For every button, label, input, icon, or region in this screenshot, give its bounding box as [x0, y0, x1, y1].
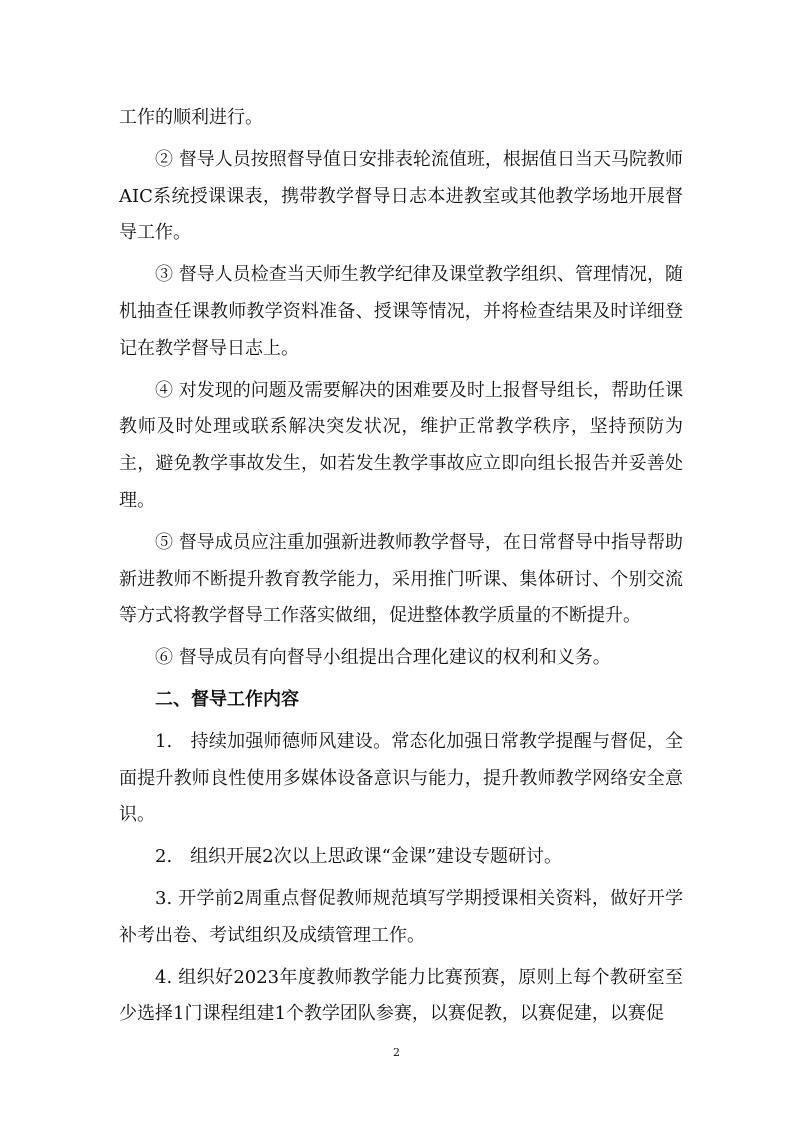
paragraph-item-3: ③ 督导人员检查当天师生教学纪律及课堂教学组织、管理情况，随机抽查任课教师教学资料准备、授课等情况，并将检查结果及时详细登记在教学督导日志上。 — [119, 264, 683, 359]
paragraph-item-5: ⑤ 督导成员应注重加强新进教师教学督导，在日常督导中指导帮助新进教师不断提升教育教学能力，采用推门听课、集体研讨、个别交流等方式将教学督导工作落实做细，促进整体教学质量的不断提升。 — [119, 531, 683, 627]
paragraph-item-2: ② 督导人员按照督导值日安排表轮流值班，根据值日当天马院教师AIC系统授课课表，携带教学督导日志本进教室或其他教学场地开展督导工作。 — [119, 148, 683, 244]
paragraph-item-4: ④ 对发现的问题及需要解决的困难要及时上报督导组长，帮助任课教师及时处理或联系解决突发状况，维护正常教学秩序，坚持预防为主，避免教学事故发生，如若发生教学事故应立即向组长报告并妥善处理。 — [119, 379, 683, 511]
section-heading: 二、督导工作内容 — [155, 688, 299, 710]
list-item-3: 3. 开学前2周重点督促教师规范填写学期授课相关资料，做好开学补考出卷、考试组织及成绩管理工作。 — [119, 887, 683, 946]
paragraph-continuation: 工作的顺利进行。 — [119, 107, 263, 128]
list-item-2: 2. 组织开展2次以上思政课“金课”建设专题研讨。 — [155, 846, 563, 868]
page-content — [119, 100, 683, 1038]
list-item-4: 4. 组织好2023年度教师教学能力比赛预赛，原则上每个教研室至少选择1门课程组建1个教学团队参赛，以赛促教，以赛促建，以赛促 — [119, 966, 683, 1025]
list-item-1: 1. 持续加强师德师风建设。常态化加强日常教学提醒与督促，全面提升教师良性使用多媒体设备意识与能力，提升教师教学网络安全意识。 — [119, 730, 683, 826]
page-number: 2 — [393, 1046, 400, 1059]
paragraph-item-6: ⑥ 督导成员有向督导小组提出合理化建议的权利和义务。 — [155, 647, 611, 669]
